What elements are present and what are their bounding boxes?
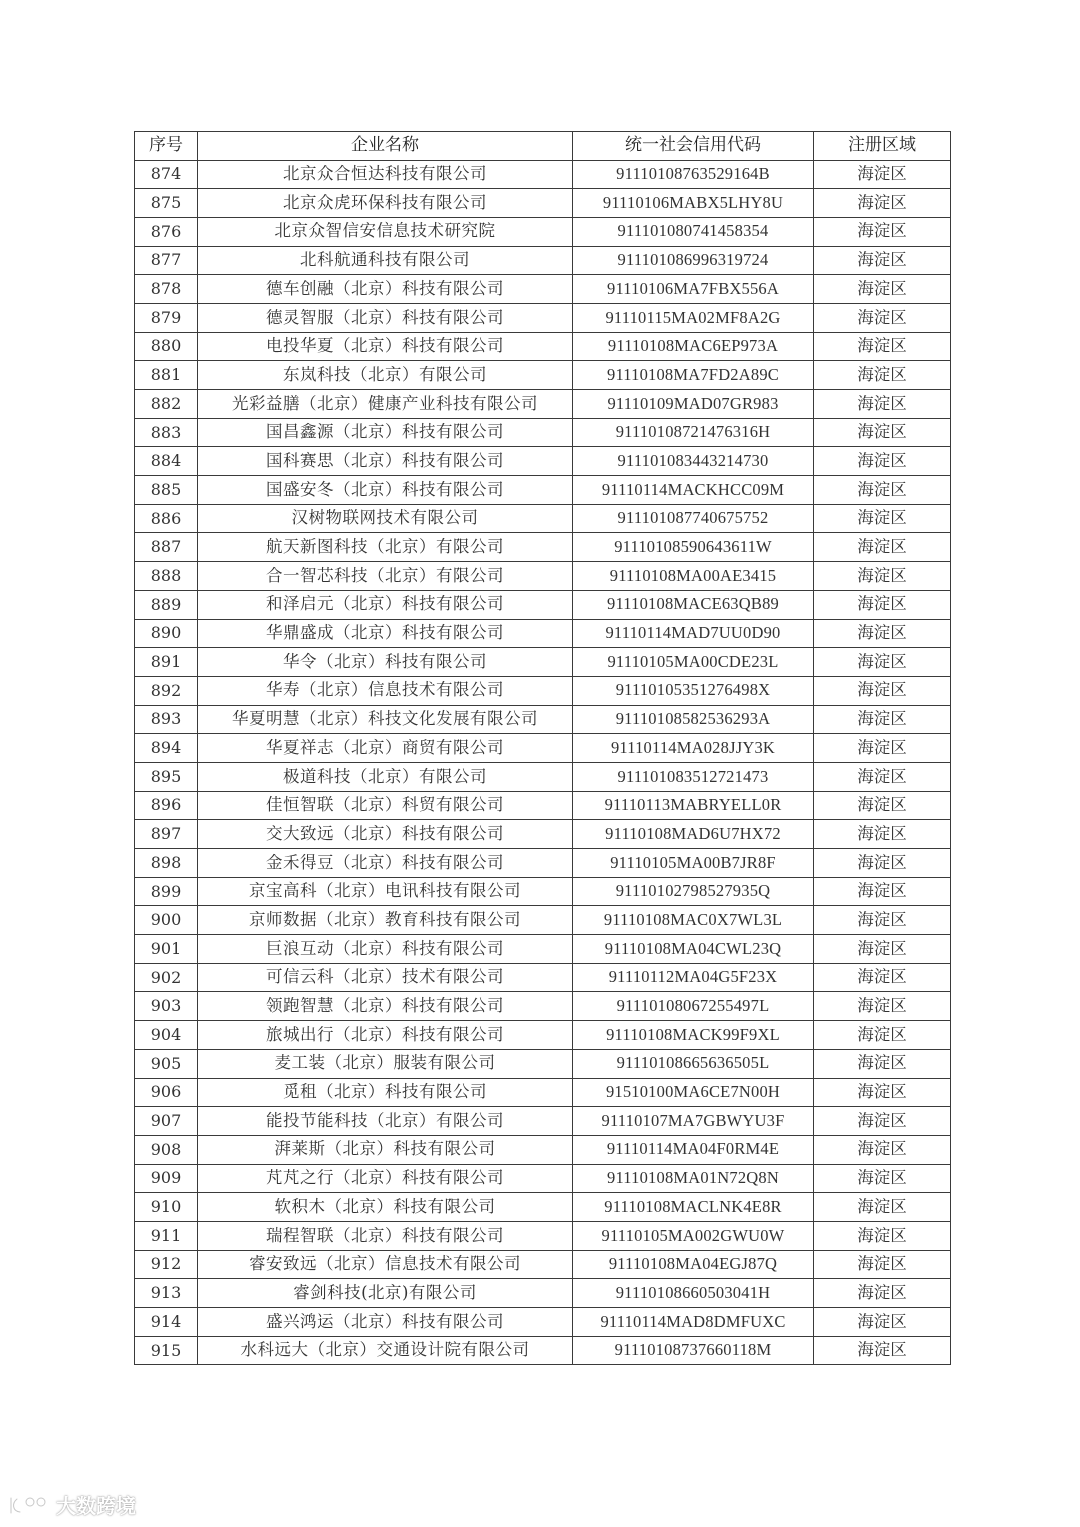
table-row [135, 1250, 951, 1279]
table-row [135, 1336, 951, 1365]
row-region: 海淀区 [814, 590, 951, 619]
row-credit-code: 91110108MACK99F9XL [573, 1021, 814, 1050]
row-credit-code: 91110108MA00AE3415 [573, 562, 814, 591]
row-index: 874 [135, 160, 198, 189]
row-region: 海淀区 [814, 332, 951, 361]
row-credit-code: 91110114MA04F0RM4E [573, 1135, 814, 1164]
row-credit-code: 91110105351276498X [573, 676, 814, 705]
row-index: 875 [135, 189, 198, 218]
row-region: 海淀区 [814, 303, 951, 332]
table-header-row [135, 132, 951, 161]
row-company-name: 领跑智慧（北京）科技有限公司 [198, 992, 573, 1021]
table-row [135, 476, 951, 505]
table-row [135, 963, 951, 992]
row-company-name: 能投节能科技（北京）有限公司 [198, 1107, 573, 1136]
row-region: 海淀区 [814, 361, 951, 390]
row-index: 912 [135, 1250, 198, 1279]
row-index: 910 [135, 1193, 198, 1222]
row-index: 909 [135, 1164, 198, 1193]
table-row [135, 992, 951, 1021]
row-company-name: 华夏明慧（北京）科技文化发展有限公司 [198, 705, 573, 734]
row-region: 海淀区 [814, 619, 951, 648]
row-credit-code: 91110108582536293A [573, 705, 814, 734]
row-region: 海淀区 [814, 1279, 951, 1308]
table-row [135, 676, 951, 705]
row-credit-code: 91110108MACE63QB89 [573, 590, 814, 619]
watermark [8, 1490, 136, 1519]
row-region: 海淀区 [814, 1221, 951, 1250]
row-index: 881 [135, 361, 198, 390]
row-credit-code: 91110114MACKHCC09M [573, 476, 814, 505]
company-list-table [134, 131, 951, 1365]
table-row [135, 590, 951, 619]
row-index: 878 [135, 275, 198, 304]
header-company-name: 企业名称 [198, 132, 573, 161]
row-index: 894 [135, 734, 198, 763]
table-row [135, 562, 951, 591]
row-credit-code: 91110105MA00B7JR8F [573, 849, 814, 878]
row-credit-code: 91110108MACLNK4E8R [573, 1193, 814, 1222]
row-credit-code: 91110108MA01N72Q8N [573, 1164, 814, 1193]
row-credit-code: 91110108737660118M [573, 1336, 814, 1365]
table-row [135, 533, 951, 562]
row-credit-code: 91110108MA04EGJ87Q [573, 1250, 814, 1279]
row-company-name: 旅城出行（北京）科技有限公司 [198, 1021, 573, 1050]
row-company-name: 国盛安冬（北京）科技有限公司 [198, 476, 573, 505]
row-company-name: 北京众虎环保科技有限公司 [198, 189, 573, 218]
row-company-name: 金禾得豆（北京）科技有限公司 [198, 849, 573, 878]
header-credit-code: 统一社会信用代码 [573, 132, 814, 161]
row-company-name: 电投华夏（北京）科技有限公司 [198, 332, 573, 361]
row-credit-code: 91110112MA04G5F23X [573, 963, 814, 992]
table-row [135, 361, 951, 390]
row-index: 915 [135, 1336, 198, 1365]
row-credit-code: 91110108665636505L [573, 1049, 814, 1078]
row-region: 海淀区 [814, 791, 951, 820]
row-company-name: 国科赛思（北京）科技有限公司 [198, 447, 573, 476]
row-credit-code: 91110114MAD7UU0D90 [573, 619, 814, 648]
row-company-name: 华鼎盛成（北京）科技有限公司 [198, 619, 573, 648]
row-index: 899 [135, 877, 198, 906]
row-index: 884 [135, 447, 198, 476]
row-credit-code: 911101086996319724 [573, 246, 814, 275]
row-credit-code: 91110108721476316H [573, 418, 814, 447]
row-index: 888 [135, 562, 198, 591]
row-credit-code: 91110108MA7FD2A89C [573, 361, 814, 390]
table-row [135, 1221, 951, 1250]
row-company-name: 极道科技（北京）有限公司 [198, 762, 573, 791]
row-region: 海淀区 [814, 246, 951, 275]
row-index: 891 [135, 648, 198, 677]
row-region: 海淀区 [814, 963, 951, 992]
row-index: 911 [135, 1221, 198, 1250]
row-company-name: 和泽启元（北京）科技有限公司 [198, 590, 573, 619]
table-row [135, 849, 951, 878]
row-credit-code: 91110113MABRYELL0R [573, 791, 814, 820]
row-region: 海淀区 [814, 906, 951, 935]
row-company-name: 德灵智服（北京）科技有限公司 [198, 303, 573, 332]
row-region: 海淀区 [814, 1078, 951, 1107]
row-credit-code: 911101087740675752 [573, 504, 814, 533]
row-index: 907 [135, 1107, 198, 1136]
row-credit-code: 91110106MABX5LHY8U [573, 189, 814, 218]
row-index: 902 [135, 963, 198, 992]
table-row [135, 1279, 951, 1308]
row-credit-code: 911101083512721473 [573, 762, 814, 791]
row-company-name: 航天新图科技（北京）有限公司 [198, 533, 573, 562]
row-index: 877 [135, 246, 198, 275]
row-credit-code: 91110114MA028JJY3K [573, 734, 814, 763]
row-index: 882 [135, 390, 198, 419]
table-body [135, 160, 951, 1365]
row-region: 海淀区 [814, 1164, 951, 1193]
row-credit-code: 91110105MA002GWU0W [573, 1221, 814, 1250]
row-index: 890 [135, 619, 198, 648]
row-company-name: 华寿（北京）信息技术有限公司 [198, 676, 573, 705]
row-region: 海淀区 [814, 562, 951, 591]
table-row [135, 734, 951, 763]
row-region: 海淀区 [814, 705, 951, 734]
row-region: 海淀区 [814, 676, 951, 705]
table-row [135, 820, 951, 849]
table-row [135, 705, 951, 734]
row-credit-code: 91110108590643611W [573, 533, 814, 562]
row-index: 913 [135, 1279, 198, 1308]
row-region: 海淀区 [814, 849, 951, 878]
row-company-name: 瑞程智联（北京）科技有限公司 [198, 1221, 573, 1250]
table-row [135, 504, 951, 533]
row-region: 海淀区 [814, 504, 951, 533]
row-index: 892 [135, 676, 198, 705]
row-company-name: 德车创融（北京）科技有限公司 [198, 275, 573, 304]
table-row [135, 762, 951, 791]
row-region: 海淀区 [814, 476, 951, 505]
table-row [135, 447, 951, 476]
table-row [135, 246, 951, 275]
row-region: 海淀区 [814, 935, 951, 964]
row-company-name: 合一智芯科技（北京）有限公司 [198, 562, 573, 591]
row-credit-code: 91110107MA7GBWYU3F [573, 1107, 814, 1136]
row-index: 885 [135, 476, 198, 505]
row-index: 901 [135, 935, 198, 964]
row-credit-code: 91110108660503041H [573, 1279, 814, 1308]
row-region: 海淀区 [814, 1250, 951, 1279]
table-row [135, 390, 951, 419]
row-company-name: 北京众智信安信息技术研究院 [198, 217, 573, 246]
row-company-name: 交大致远（北京）科技有限公司 [198, 820, 573, 849]
row-company-name: 汉树物联网技术有限公司 [198, 504, 573, 533]
row-index: 903 [135, 992, 198, 1021]
table-row [135, 648, 951, 677]
row-region: 海淀区 [814, 1336, 951, 1365]
row-region: 海淀区 [814, 160, 951, 189]
table-row [135, 332, 951, 361]
row-company-name: 湃莱斯（北京）科技有限公司 [198, 1135, 573, 1164]
row-credit-code: 91110115MA02MF8A2G [573, 303, 814, 332]
table-row [135, 275, 951, 304]
row-region: 海淀区 [814, 1049, 951, 1078]
row-region: 海淀区 [814, 1107, 951, 1136]
row-index: 879 [135, 303, 198, 332]
row-company-name: 华夏祥志（北京）商贸有限公司 [198, 734, 573, 763]
table-row [135, 906, 951, 935]
row-region: 海淀区 [814, 217, 951, 246]
row-index: 887 [135, 533, 198, 562]
row-company-name: 东岚科技（北京）有限公司 [198, 361, 573, 390]
row-index: 880 [135, 332, 198, 361]
table-row [135, 619, 951, 648]
row-credit-code: 91110106MA7FBX556A [573, 275, 814, 304]
row-credit-code: 911101080741458354 [573, 217, 814, 246]
table-row [135, 1107, 951, 1136]
row-company-name: 芃芃之行（北京）科技有限公司 [198, 1164, 573, 1193]
row-index: 876 [135, 217, 198, 246]
row-company-name: 麦工装（北京）服装有限公司 [198, 1049, 573, 1078]
row-index: 893 [135, 705, 198, 734]
row-credit-code: 91510100MA6CE7N00H [573, 1078, 814, 1107]
row-company-name: 盛兴鸿运（北京）科技有限公司 [198, 1308, 573, 1337]
row-index: 908 [135, 1135, 198, 1164]
row-credit-code: 91110108MA04CWL23Q [573, 935, 814, 964]
row-index: 886 [135, 504, 198, 533]
row-company-name: 水科远大（北京）交通设计院有限公司 [198, 1336, 573, 1365]
table-row [135, 217, 951, 246]
table-row [135, 935, 951, 964]
row-index: 895 [135, 762, 198, 791]
row-index: 896 [135, 791, 198, 820]
row-credit-code: 91110108MAC0X7WL3L [573, 906, 814, 935]
row-region: 海淀区 [814, 189, 951, 218]
row-company-name: 睿安致远（北京）信息技术有限公司 [198, 1250, 573, 1279]
table-row [135, 1164, 951, 1193]
table-row [135, 160, 951, 189]
row-credit-code: 91110114MAD8DMFUXC [573, 1308, 814, 1337]
row-index: 905 [135, 1049, 198, 1078]
watermark-text: 大数跨境 [56, 1494, 136, 1518]
row-region: 海淀区 [814, 992, 951, 1021]
row-company-name: 觅租（北京）科技有限公司 [198, 1078, 573, 1107]
table-row [135, 1021, 951, 1050]
row-company-name: 北科航通科技有限公司 [198, 246, 573, 275]
row-index: 900 [135, 906, 198, 935]
row-index: 897 [135, 820, 198, 849]
row-company-name: 华令（北京）科技有限公司 [198, 648, 573, 677]
row-index: 889 [135, 590, 198, 619]
table-row [135, 791, 951, 820]
row-index: 914 [135, 1308, 198, 1337]
header-index: 序号 [135, 132, 198, 161]
row-credit-code: 91110108067255497L [573, 992, 814, 1021]
row-credit-code: 91110108763529164B [573, 160, 814, 189]
row-region: 海淀区 [814, 418, 951, 447]
row-region: 海淀区 [814, 648, 951, 677]
row-credit-code: 91110108MAD6U7HX72 [573, 820, 814, 849]
row-region: 海淀区 [814, 762, 951, 791]
row-region: 海淀区 [814, 447, 951, 476]
row-index: 898 [135, 849, 198, 878]
row-index: 883 [135, 418, 198, 447]
row-company-name: 睿剑科技(北京)有限公司 [198, 1279, 573, 1308]
row-region: 海淀区 [814, 1021, 951, 1050]
row-region: 海淀区 [814, 1193, 951, 1222]
table-row [135, 877, 951, 906]
table-row [135, 1308, 951, 1337]
row-credit-code: 91110109MAD07GR983 [573, 390, 814, 419]
row-index: 906 [135, 1078, 198, 1107]
row-region: 海淀区 [814, 1308, 951, 1337]
row-company-name: 北京众合恒达科技有限公司 [198, 160, 573, 189]
row-company-name: 国昌鑫源（北京）科技有限公司 [198, 418, 573, 447]
row-credit-code: 91110102798527935Q [573, 877, 814, 906]
table-row [135, 189, 951, 218]
row-region: 海淀区 [814, 275, 951, 304]
table-row [135, 1078, 951, 1107]
watermark-logo-icon [8, 1493, 52, 1517]
row-region: 海淀区 [814, 877, 951, 906]
row-company-name: 光彩益膳（北京）健康产业科技有限公司 [198, 390, 573, 419]
row-company-name: 京宝高科（北京）电讯科技有限公司 [198, 877, 573, 906]
row-company-name: 京师数据（北京）教育科技有限公司 [198, 906, 573, 935]
table-row [135, 418, 951, 447]
table-row [135, 1193, 951, 1222]
row-region: 海淀区 [814, 1135, 951, 1164]
table-row [135, 1135, 951, 1164]
row-region: 海淀区 [814, 734, 951, 763]
row-company-name: 巨浪互动（北京）科技有限公司 [198, 935, 573, 964]
row-company-name: 软积木（北京）科技有限公司 [198, 1193, 573, 1222]
row-company-name: 可信云科（北京）技术有限公司 [198, 963, 573, 992]
row-credit-code: 91110105MA00CDE23L [573, 648, 814, 677]
row-region: 海淀区 [814, 533, 951, 562]
row-company-name: 佳恒智联（北京）科贸有限公司 [198, 791, 573, 820]
row-credit-code: 911101083443214730 [573, 447, 814, 476]
table-row [135, 303, 951, 332]
table-row [135, 1049, 951, 1078]
row-region: 海淀区 [814, 820, 951, 849]
row-credit-code: 91110108MAC6EP973A [573, 332, 814, 361]
row-index: 904 [135, 1021, 198, 1050]
header-region: 注册区域 [814, 132, 951, 161]
row-region: 海淀区 [814, 390, 951, 419]
